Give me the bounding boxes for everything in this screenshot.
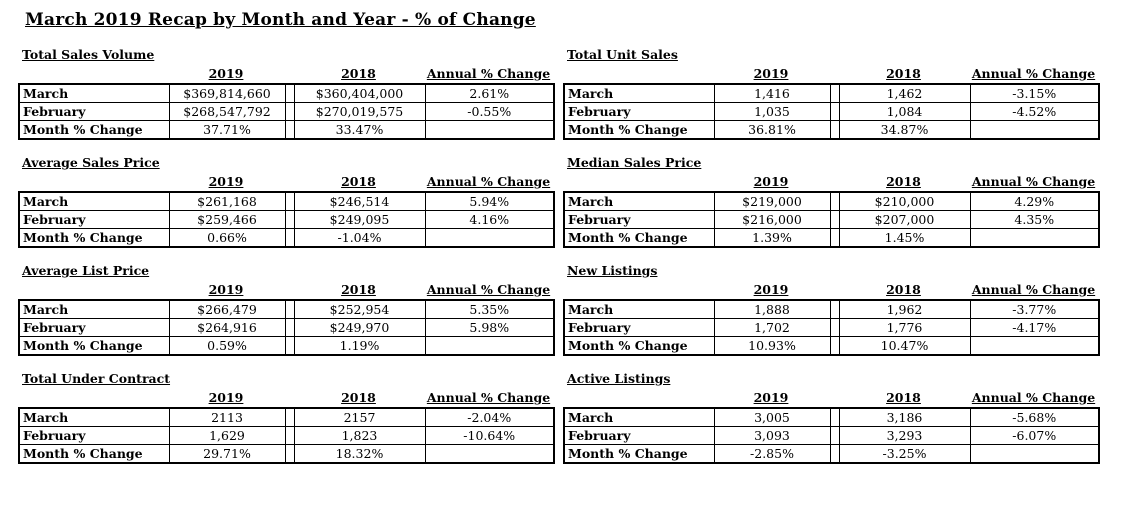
value-2018: 1.19% [294,337,425,356]
column-headers [18,66,553,81]
spacer-cell [830,319,839,337]
column-spacer [284,282,293,297]
value-2018: 10.47% [839,337,970,356]
section-total-unit-sales [563,47,1098,140]
value-2018: 1,962 [839,300,970,319]
value-2019: 1,888 [714,300,830,319]
column-header-2019: 2019 [208,174,244,189]
row-label: March [564,408,714,427]
column-header-blank [563,282,713,297]
column-spacer [829,174,838,189]
table-row [564,427,1099,445]
spacer-cell [830,337,839,356]
value-annual-change: 5.98% [425,319,554,337]
table-row [19,445,554,464]
table-row [19,192,554,211]
value-2019: 3,093 [714,427,830,445]
value-2018: $246,514 [294,192,425,211]
section-title: Median Sales Price [567,155,702,170]
spacer-cell [285,337,294,356]
spacer-cell [830,211,839,229]
value-annual-change: -0.55% [425,103,554,121]
section-title: Active Listings [567,371,671,386]
page-title: March 2019 Recap by Month and Year - % of Change [25,10,536,30]
section-average-sales-price [18,155,553,248]
column-header-blank [563,390,713,405]
column-header-2019: 2019 [753,66,789,81]
value-2018: 34.87% [839,121,970,140]
value-2018: 1,823 [294,427,425,445]
spacer-cell [830,408,839,427]
value-2019: 1,629 [169,427,285,445]
value-2019: 0.59% [169,337,285,356]
value-2018: 33.47% [294,121,425,140]
table-row [19,103,554,121]
value-2018: $249,095 [294,211,425,229]
column-spacer [284,390,293,405]
section-active-listings [563,371,1098,464]
row-label: February [19,427,169,445]
column-spacer [829,390,838,405]
spacer-cell [830,445,839,464]
row-label: Month % Change [19,337,169,356]
column-header-2018: 2018 [886,174,921,189]
row-label: February [564,103,714,121]
table-row [19,427,554,445]
value-2018: 2157 [294,408,425,427]
column-header-annual-change: Annual % Change [426,282,551,297]
table-row [19,229,554,248]
value-annual-change [425,445,554,464]
table-row [19,337,554,356]
row-label: March [19,84,169,103]
data-table [18,407,555,464]
value-2019: $266,479 [169,300,285,319]
spacer-cell [830,103,839,121]
table-row [564,211,1099,229]
value-annual-change: 4.16% [425,211,554,229]
table-row [19,300,554,319]
value-2019: $268,547,792 [169,103,285,121]
column-header-2019: 2019 [208,390,244,405]
value-2019: $219,000 [714,192,830,211]
row-label: Month % Change [19,121,169,140]
row-label: March [564,84,714,103]
spacer-cell [285,84,294,103]
table-row [564,229,1099,248]
column-header-annual-change: Annual % Change [426,174,551,189]
data-table [18,299,555,356]
section-median-sales-price [563,155,1098,248]
data-table [563,299,1100,356]
spacer-cell [285,192,294,211]
column-headers [563,390,1098,405]
value-2018: -3.25% [839,445,970,464]
value-annual-change [970,229,1099,248]
data-table [18,191,555,248]
column-spacer [284,174,293,189]
row-label: February [564,211,714,229]
value-2019: $259,466 [169,211,285,229]
column-header-blank [18,66,168,81]
column-headers [18,390,553,405]
section-average-list-price [18,263,553,356]
data-table [563,191,1100,248]
section-total-under-contract [18,371,553,464]
value-2019: 3,005 [714,408,830,427]
spacer-cell [830,300,839,319]
spacer-cell [285,445,294,464]
column-headers [18,174,553,189]
row-label: March [19,192,169,211]
value-annual-change: 5.35% [425,300,554,319]
value-2018: 1,084 [839,103,970,121]
data-table [563,407,1100,464]
spacer-cell [830,427,839,445]
value-2019: $369,814,660 [169,84,285,103]
value-2019: $261,168 [169,192,285,211]
column-headers [563,282,1098,297]
row-label: Month % Change [564,121,714,140]
table-row [564,445,1099,464]
spacer-cell [285,229,294,248]
column-header-blank [18,174,168,189]
value-2019: 1,416 [714,84,830,103]
data-table [18,83,555,140]
row-label: Month % Change [564,337,714,356]
value-2019: $264,916 [169,319,285,337]
column-header-2019: 2019 [753,390,789,405]
column-spacer [284,66,293,81]
column-header-2018: 2018 [341,174,376,189]
value-2018: $207,000 [839,211,970,229]
value-annual-change [970,445,1099,464]
spacer-cell [830,229,839,248]
column-headers [563,66,1098,81]
column-header-blank [563,174,713,189]
spacer-cell [830,84,839,103]
column-header-2018: 2018 [886,282,921,297]
value-2018: -1.04% [294,229,425,248]
table-row [564,121,1099,140]
table-row [564,84,1099,103]
value-2018: $252,954 [294,300,425,319]
column-header-2018: 2018 [341,282,376,297]
value-annual-change [425,121,554,140]
value-2019: 29.71% [169,445,285,464]
spacer-cell [830,192,839,211]
value-2019: 37.71% [169,121,285,140]
value-2018: 1,462 [839,84,970,103]
value-2019: 10.93% [714,337,830,356]
value-annual-change: -3.15% [970,84,1099,103]
table-row [19,319,554,337]
row-label: February [564,319,714,337]
row-label: Month % Change [19,445,169,464]
column-header-2018: 2018 [341,66,376,81]
row-label: March [19,408,169,427]
table-row [564,319,1099,337]
value-2019: $216,000 [714,211,830,229]
spacer-cell [285,103,294,121]
section-title: Total Unit Sales [567,47,678,62]
section-title: Average List Price [22,263,150,278]
value-annual-change: -4.52% [970,103,1099,121]
value-annual-change [970,121,1099,140]
spacer-cell [830,121,839,140]
row-label: March [19,300,169,319]
row-label: March [564,192,714,211]
spacer-cell [285,211,294,229]
spacer-cell [285,408,294,427]
column-header-annual-change: Annual % Change [971,390,1096,405]
value-annual-change: -2.04% [425,408,554,427]
value-2018: $360,404,000 [294,84,425,103]
value-annual-change: 2.61% [425,84,554,103]
table-row [19,121,554,140]
column-header-annual-change: Annual % Change [971,282,1096,297]
row-label: February [564,427,714,445]
row-label: Month % Change [564,229,714,248]
value-annual-change: -5.68% [970,408,1099,427]
column-header-blank [18,282,168,297]
column-header-2018: 2018 [886,66,921,81]
column-header-blank [563,66,713,81]
value-annual-change: -10.64% [425,427,554,445]
table-row [564,300,1099,319]
value-2018: 3,186 [839,408,970,427]
section-title: New Listings [567,263,658,278]
column-headers [18,282,553,297]
section-new-listings [563,263,1098,356]
value-2018: $210,000 [839,192,970,211]
value-2019: 36.81% [714,121,830,140]
row-label: Month % Change [19,229,169,248]
spacer-cell [285,300,294,319]
value-annual-change [425,229,554,248]
value-2018: 3,293 [839,427,970,445]
section-title: Total Under Contract [22,371,171,386]
value-annual-change: 5.94% [425,192,554,211]
data-table [563,83,1100,140]
row-label: Month % Change [564,445,714,464]
section-title: Average Sales Price [22,155,160,170]
section-title: Total Sales Volume [22,47,155,62]
value-annual-change: -4.17% [970,319,1099,337]
column-header-2018: 2018 [341,390,376,405]
table-row [19,211,554,229]
table-row [564,192,1099,211]
spacer-cell [285,427,294,445]
table-row [564,408,1099,427]
value-2019: 1,035 [714,103,830,121]
value-2018: 18.32% [294,445,425,464]
value-annual-change [970,337,1099,356]
value-2019: 1,702 [714,319,830,337]
value-annual-change: 4.35% [970,211,1099,229]
row-label: March [564,300,714,319]
spacer-cell [285,121,294,140]
table-row [564,337,1099,356]
value-2019: -2.85% [714,445,830,464]
value-annual-change: 4.29% [970,192,1099,211]
sections-grid [18,47,1129,464]
column-header-2019: 2019 [753,174,789,189]
column-header-2019: 2019 [208,66,244,81]
column-header-annual-change: Annual % Change [971,66,1096,81]
value-2018: 1,776 [839,319,970,337]
section-total-sales-volume [18,47,553,140]
column-header-2019: 2019 [753,282,789,297]
value-2019: 2113 [169,408,285,427]
value-2019: 0.66% [169,229,285,248]
spacer-cell [285,319,294,337]
row-label: February [19,211,169,229]
value-2018: $249,970 [294,319,425,337]
column-header-annual-change: Annual % Change [426,390,551,405]
row-label: February [19,103,169,121]
column-header-2018: 2018 [886,390,921,405]
column-spacer [829,66,838,81]
table-row [19,84,554,103]
value-annual-change: -3.77% [970,300,1099,319]
column-header-blank [18,390,168,405]
value-annual-change [425,337,554,356]
column-spacer [829,282,838,297]
value-2019: 1.39% [714,229,830,248]
column-headers [563,174,1098,189]
value-2018: 1.45% [839,229,970,248]
column-header-annual-change: Annual % Change [426,66,551,81]
table-row [19,408,554,427]
column-header-2019: 2019 [208,282,244,297]
value-annual-change: -6.07% [970,427,1099,445]
column-header-annual-change: Annual % Change [971,174,1096,189]
row-label: February [19,319,169,337]
value-2018: $270,019,575 [294,103,425,121]
table-row [564,103,1099,121]
